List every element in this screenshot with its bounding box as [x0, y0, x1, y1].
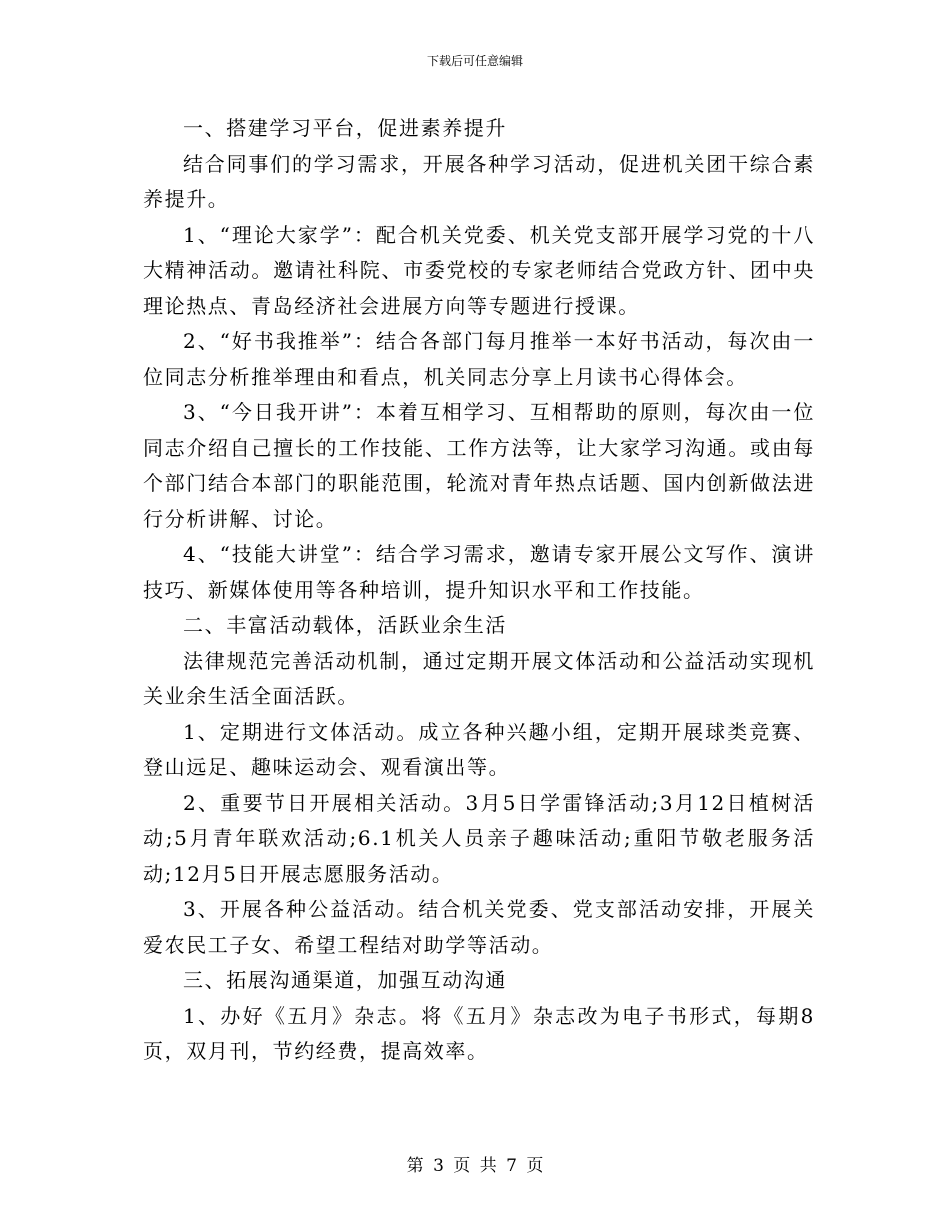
paragraph: 结合同事们的学习需求，开展各种学习活动，促进机关团干综合素养提升。 — [143, 151, 815, 211]
paragraph: 3、开展各种公益活动。结合机关党委、党支部活动安排，开展关爱农民工子女、希望工程结对助学等活动。 — [143, 897, 815, 957]
paragraph: 2、“好书我推举”：结合各部门每月推举一本好书活动，每次由一位同志分析推举理由和看点，机关同志分享上月读书心得体会。 — [143, 329, 815, 389]
paragraph: 1、“理论大家学”：配合机关党委、机关党支部开展学习党的十八大精神活动。邀请社科院、市委党校的专家老师结合党政方针、团中央理论热点、青岛经济社会进展方向等专题进行授课。 — [143, 222, 815, 318]
paragraph: 3、“今日我开讲”：本着互相学习、互相帮助的原则，每次由一位同志介绍自己擅长的工作技能、工作方法等，让大家学习沟通。或由每个部门结合本部门的职能范围，轮流对青年热点话题、国内创新做法进行分析讲解、讨论。 — [143, 400, 815, 531]
section-heading-3: 三、拓展沟通渠道，加强互动沟通 — [183, 968, 507, 992]
page-header: 下载后可任意编辑 — [426, 54, 523, 68]
paragraph: 2、重要节日开展相关活动。3月5日学雷锋活动;3月12日植树活动;5月青年联欢活动;6.1机关人员亲子趣味活动;重阳节敬老服务活动;12月5日开展志愿服务活动。 — [143, 790, 815, 886]
paragraph: 法律规范完善活动机制，通过定期开展文体活动和公益活动实现机关业余生活全面活跃。 — [143, 648, 815, 708]
page-number-footer: 第 3 页 共 7 页 — [406, 1156, 544, 1176]
section-heading-2: 二、丰富活动载体，活跃业余生活 — [183, 613, 507, 637]
section-heading-1: 一、搭建学习平台，促进素养提升 — [183, 116, 507, 140]
paragraph: 1、定期进行文体活动。成立各种兴趣小组，定期开展球类竞赛、登山远足、趣味运动会、观看演出等。 — [143, 719, 815, 779]
paragraph: 1、办好《五月》杂志。将《五月》杂志改为电子书形式，每期8页，双月刊，节约经费，提高效率。 — [143, 1003, 815, 1063]
document-body — [143, 111, 815, 1070]
paragraph: 4、“技能大讲堂”：结合学习需求，邀请专家开展公文写作、演讲技巧、新媒体使用等各种培训，提升知识水平和工作技能。 — [143, 542, 815, 602]
